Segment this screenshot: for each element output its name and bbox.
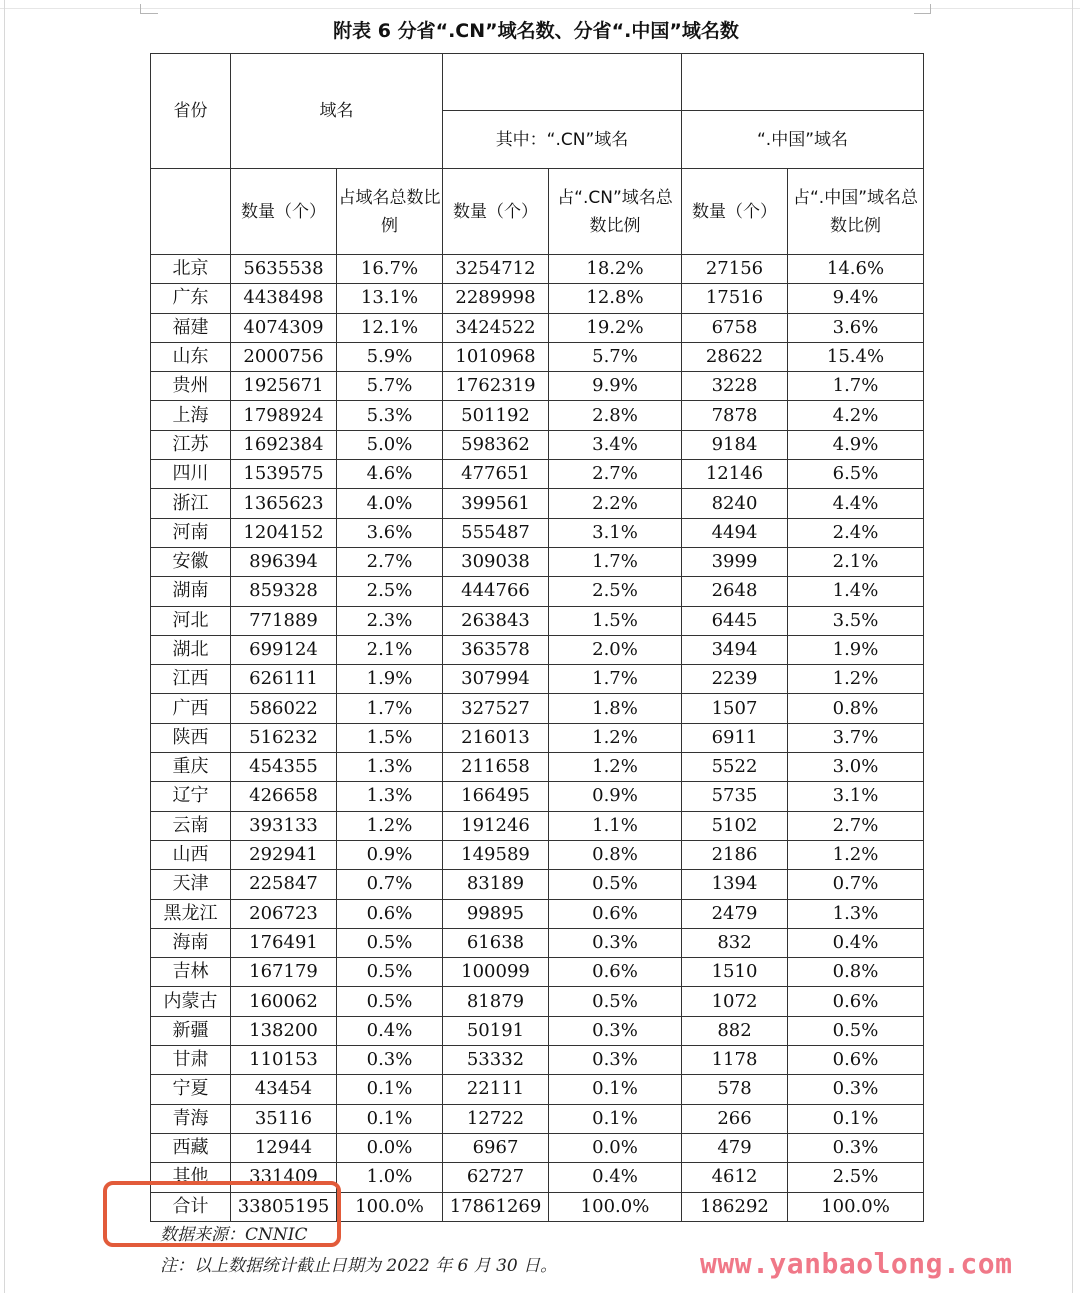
cell-cn-count: 83189 (443, 870, 549, 899)
cell-zh-share: 0.1% (788, 1104, 924, 1133)
cell-province: 北京 (151, 255, 231, 284)
cell-domain-share: 0.5% (337, 987, 443, 1016)
cell-cn-share: 0.6% (549, 899, 682, 928)
cell-province: 陕西 (151, 723, 231, 752)
cell-zh-count: 28622 (682, 342, 788, 371)
cell-zh-count: 578 (682, 1075, 788, 1104)
cell-domain-count: 5635538 (231, 255, 337, 284)
footnote: 注：以上数据统计截止日期为 2022 年 6 月 30 日。 (160, 1256, 558, 1276)
cell-zh-count: 5735 (682, 782, 788, 811)
cell-zh-share: 15.4% (788, 342, 924, 371)
cell-domain-count: 586022 (231, 694, 337, 723)
cell-zh-count: 27156 (682, 255, 788, 284)
cell-zh-share: 14.6% (788, 255, 924, 284)
cell-cn-share: 0.3% (549, 1046, 682, 1075)
cell-domain-count: 393133 (231, 811, 337, 840)
cell-domain-share: 0.7% (337, 870, 443, 899)
cell-cn-count: 6967 (443, 1133, 549, 1162)
cell-province: 海南 (151, 928, 231, 957)
cell-cn-share: 0.3% (549, 1016, 682, 1045)
cell-zh-share: 0.8% (788, 958, 924, 987)
cell-province: 宁夏 (151, 1075, 231, 1104)
cell-domain-share: 1.7% (337, 694, 443, 723)
table-row (151, 899, 924, 928)
watermark: www.yanbaolong.com (700, 1247, 1013, 1280)
table-row (151, 1075, 924, 1104)
table-row (151, 870, 924, 899)
cell-domain-count: 4074309 (231, 313, 337, 342)
cell-cn-count: 22111 (443, 1075, 549, 1104)
cell-province: 上海 (151, 401, 231, 430)
cell-domain-share: 100.0% (337, 1192, 443, 1221)
cell-cn-share: 0.3% (549, 928, 682, 957)
table-row (151, 1104, 924, 1133)
cell-zh-share: 2.5% (788, 1163, 924, 1192)
cell-cn-share: 9.9% (549, 372, 682, 401)
cell-zh-count: 266 (682, 1104, 788, 1133)
cell-zh-count: 9184 (682, 430, 788, 459)
cell-province: 吉林 (151, 958, 231, 987)
page-edge-right (1072, 0, 1073, 1293)
table-row (151, 577, 924, 606)
cell-province: 西藏 (151, 1133, 231, 1162)
page-edge-left (4, 0, 5, 1293)
cell-cn-share: 18.2% (549, 255, 682, 284)
cell-cn-count: 2289998 (443, 284, 549, 313)
cell-domain-count: 626111 (231, 665, 337, 694)
cell-zh-share: 3.7% (788, 723, 924, 752)
cell-domain-share: 16.7% (337, 255, 443, 284)
cell-domain-share: 1.2% (337, 811, 443, 840)
cell-domain-count: 331409 (231, 1163, 337, 1192)
cell-zh-count: 2648 (682, 577, 788, 606)
cell-province: 合计 (151, 1192, 231, 1221)
cell-domain-count: 4438498 (231, 284, 337, 313)
cell-cn-count: 216013 (443, 723, 549, 752)
cell-cn-count: 99895 (443, 899, 549, 928)
cell-cn-share: 2.5% (549, 577, 682, 606)
cell-cn-share: 1.1% (549, 811, 682, 840)
table-title: 附表 6 分省“.CN”域名数、分省“.中国”域名数 (333, 20, 739, 42)
cell-domain-share: 1.5% (337, 723, 443, 752)
cell-domain-share: 0.1% (337, 1075, 443, 1104)
cell-province: 贵州 (151, 372, 231, 401)
cell-province: 江苏 (151, 430, 231, 459)
cell-domain-share: 5.0% (337, 430, 443, 459)
table-row (151, 547, 924, 576)
cell-province: 天津 (151, 870, 231, 899)
cell-zh-share: 0.5% (788, 1016, 924, 1045)
cell-cn-count: 17861269 (443, 1192, 549, 1221)
cell-domain-count: 206723 (231, 899, 337, 928)
cell-cn-count: 1762319 (443, 372, 549, 401)
header-domain-share: 占域名总数比例 (337, 169, 443, 255)
cell-domain-count: 426658 (231, 782, 337, 811)
cell-domain-share: 0.6% (337, 899, 443, 928)
cell-cn-count: 3254712 (443, 255, 549, 284)
data-source: 数据来源：CNNIC (160, 1225, 308, 1245)
cell-zh-share: 3.1% (788, 782, 924, 811)
cell-zh-count: 1178 (682, 1046, 788, 1075)
cell-zh-share: 2.4% (788, 518, 924, 547)
cell-zh-share: 3.6% (788, 313, 924, 342)
cell-cn-count: 555487 (443, 518, 549, 547)
table-row (151, 987, 924, 1016)
cell-domain-count: 896394 (231, 547, 337, 576)
cell-province: 广西 (151, 694, 231, 723)
cell-cn-count: 598362 (443, 430, 549, 459)
cell-cn-count: 211658 (443, 753, 549, 782)
cell-domain-count: 1539575 (231, 460, 337, 489)
table-row (151, 928, 924, 957)
cell-zh-count: 1072 (682, 987, 788, 1016)
table-row (151, 840, 924, 869)
cell-province: 安徽 (151, 547, 231, 576)
cell-domain-share: 1.0% (337, 1163, 443, 1192)
cell-cn-share: 0.6% (549, 958, 682, 987)
cell-zh-share: 0.4% (788, 928, 924, 957)
cell-cn-count: 50191 (443, 1016, 549, 1045)
cell-zh-share: 0.3% (788, 1075, 924, 1104)
cell-province: 其他 (151, 1163, 231, 1192)
cell-zh-share: 1.3% (788, 899, 924, 928)
table-row (151, 1016, 924, 1045)
cell-cn-count: 399561 (443, 489, 549, 518)
cell-zh-share: 3.0% (788, 753, 924, 782)
cell-cn-share: 1.8% (549, 694, 682, 723)
cell-domain-share: 4.0% (337, 489, 443, 518)
cell-cn-share: 0.5% (549, 870, 682, 899)
cell-cn-count: 191246 (443, 811, 549, 840)
table-row (151, 1046, 924, 1075)
cell-domain-count: 292941 (231, 840, 337, 869)
cell-zh-share: 0.7% (788, 870, 924, 899)
cell-zh-share: 0.6% (788, 1046, 924, 1075)
header-zh-group: “.中国”域名 (682, 111, 924, 169)
cell-domain-count: 771889 (231, 606, 337, 635)
cell-cn-count: 166495 (443, 782, 549, 811)
table-row (151, 694, 924, 723)
cell-domain-count: 43454 (231, 1075, 337, 1104)
cell-province: 河北 (151, 606, 231, 635)
cell-cn-share: 0.4% (549, 1163, 682, 1192)
table-row (151, 255, 924, 284)
cell-domain-count: 110153 (231, 1046, 337, 1075)
cell-cn-share: 0.1% (549, 1104, 682, 1133)
cell-domain-share: 4.6% (337, 460, 443, 489)
cell-cn-share: 0.5% (549, 987, 682, 1016)
cell-province: 四川 (151, 460, 231, 489)
cell-zh-count: 1394 (682, 870, 788, 899)
cell-domain-count: 1365623 (231, 489, 337, 518)
cell-domain-count: 167179 (231, 958, 337, 987)
cell-zh-share: 0.6% (788, 987, 924, 1016)
cell-cn-share: 2.8% (549, 401, 682, 430)
cell-domain-share: 5.7% (337, 372, 443, 401)
header-domain: 域名 (231, 54, 443, 169)
cell-domain-count: 1204152 (231, 518, 337, 547)
cell-cn-share: 1.2% (549, 723, 682, 752)
cell-province: 重庆 (151, 753, 231, 782)
cell-zh-share: 1.2% (788, 840, 924, 869)
cell-cn-count: 81879 (443, 987, 549, 1016)
cell-domain-share: 2.3% (337, 606, 443, 635)
cell-cn-share: 1.2% (549, 753, 682, 782)
cell-province: 内蒙古 (151, 987, 231, 1016)
cell-domain-share: 1.3% (337, 782, 443, 811)
cell-zh-share: 0.3% (788, 1133, 924, 1162)
cell-cn-count: 100099 (443, 958, 549, 987)
table-row (151, 811, 924, 840)
cell-zh-count: 3494 (682, 635, 788, 664)
cell-province: 山东 (151, 342, 231, 371)
cell-cn-share: 5.7% (549, 342, 682, 371)
cell-province: 青海 (151, 1104, 231, 1133)
cell-province: 甘肃 (151, 1046, 231, 1075)
cell-zh-count: 882 (682, 1016, 788, 1045)
cell-cn-count: 501192 (443, 401, 549, 430)
cell-domain-share: 0.3% (337, 1046, 443, 1075)
cell-zh-share: 1.4% (788, 577, 924, 606)
cell-cn-count: 149589 (443, 840, 549, 869)
cell-zh-count: 479 (682, 1133, 788, 1162)
cell-zh-count: 186292 (682, 1192, 788, 1221)
cell-cn-share: 3.1% (549, 518, 682, 547)
cell-cn-share: 2.0% (549, 635, 682, 664)
cell-province: 福建 (151, 313, 231, 342)
cell-domain-share: 1.9% (337, 665, 443, 694)
cell-cn-count: 307994 (443, 665, 549, 694)
cell-domain-share: 0.4% (337, 1016, 443, 1045)
cell-zh-share: 4.9% (788, 430, 924, 459)
cell-cn-count: 61638 (443, 928, 549, 957)
cell-domain-share: 5.9% (337, 342, 443, 371)
cell-domain-share: 2.7% (337, 547, 443, 576)
cell-zh-count: 12146 (682, 460, 788, 489)
cell-zh-share: 0.8% (788, 694, 924, 723)
domain-table (150, 53, 924, 1222)
cell-province: 黑龙江 (151, 899, 231, 928)
cell-domain-share: 3.6% (337, 518, 443, 547)
cell-zh-count: 832 (682, 928, 788, 957)
cell-zh-share: 1.9% (788, 635, 924, 664)
cell-cn-share: 0.0% (549, 1133, 682, 1162)
cell-cn-count: 477651 (443, 460, 549, 489)
table-row (151, 342, 924, 371)
cell-zh-share: 2.1% (788, 547, 924, 576)
cell-domain-count: 1925671 (231, 372, 337, 401)
table-row (151, 606, 924, 635)
cell-zh-share: 100.0% (788, 1192, 924, 1221)
cell-domain-count: 160062 (231, 987, 337, 1016)
cell-cn-share: 100.0% (549, 1192, 682, 1221)
cell-province: 新疆 (151, 1016, 231, 1045)
cell-zh-count: 6758 (682, 313, 788, 342)
table-row (151, 313, 924, 342)
cell-domain-share: 5.3% (337, 401, 443, 430)
cell-zh-count: 3999 (682, 547, 788, 576)
page-edge-top (0, 8, 1080, 9)
cell-zh-count: 8240 (682, 489, 788, 518)
cell-domain-count: 516232 (231, 723, 337, 752)
cell-cn-share: 3.4% (549, 430, 682, 459)
cell-cn-share: 19.2% (549, 313, 682, 342)
cell-zh-count: 2186 (682, 840, 788, 869)
cell-domain-count: 2000756 (231, 342, 337, 371)
cell-province: 河南 (151, 518, 231, 547)
table-row (151, 284, 924, 313)
cell-province: 云南 (151, 811, 231, 840)
table-row (151, 782, 924, 811)
table-row (151, 518, 924, 547)
cell-province: 浙江 (151, 489, 231, 518)
cell-cn-count: 309038 (443, 547, 549, 576)
cell-zh-share: 1.2% (788, 665, 924, 694)
cell-domain-share: 2.5% (337, 577, 443, 606)
cell-zh-count: 7878 (682, 401, 788, 430)
cell-zh-share: 1.7% (788, 372, 924, 401)
header-cn-top (443, 54, 682, 111)
cell-domain-share: 0.5% (337, 958, 443, 987)
cell-province: 广东 (151, 284, 231, 313)
cell-cn-count: 1010968 (443, 342, 549, 371)
table-row (151, 430, 924, 459)
cell-cn-share: 0.9% (549, 782, 682, 811)
cell-domain-count: 1692384 (231, 430, 337, 459)
cell-cn-share: 2.2% (549, 489, 682, 518)
table-row (151, 460, 924, 489)
cell-cn-count: 62727 (443, 1163, 549, 1192)
cell-cn-share: 1.7% (549, 547, 682, 576)
cell-zh-count: 2239 (682, 665, 788, 694)
cell-zh-count: 1510 (682, 958, 788, 987)
cell-domain-count: 33805195 (231, 1192, 337, 1221)
cell-domain-share: 13.1% (337, 284, 443, 313)
cell-cn-count: 12722 (443, 1104, 549, 1133)
cell-domain-count: 176491 (231, 928, 337, 957)
cell-zh-share: 4.2% (788, 401, 924, 430)
cell-cn-share: 12.8% (549, 284, 682, 313)
cell-zh-share: 4.4% (788, 489, 924, 518)
table-row (151, 489, 924, 518)
cell-domain-share: 0.5% (337, 928, 443, 957)
cell-domain-count: 12944 (231, 1133, 337, 1162)
cell-domain-share: 12.1% (337, 313, 443, 342)
header-zh-share: 占“.中国”域名总数比例 (788, 169, 924, 255)
cell-domain-count: 859328 (231, 577, 337, 606)
cell-zh-count: 4612 (682, 1163, 788, 1192)
cell-cn-count: 3424522 (443, 313, 549, 342)
cell-cn-count: 53332 (443, 1046, 549, 1075)
cell-domain-count: 454355 (231, 753, 337, 782)
table-row (151, 665, 924, 694)
cell-province: 辽宁 (151, 782, 231, 811)
cell-cn-share: 1.7% (549, 665, 682, 694)
cell-cn-share: 1.5% (549, 606, 682, 635)
cell-zh-count: 1507 (682, 694, 788, 723)
header-zh-count: 数量（个） (682, 169, 788, 255)
crop-mark (914, 13, 931, 14)
cell-zh-count: 3228 (682, 372, 788, 401)
cell-zh-count: 5102 (682, 811, 788, 840)
cell-zh-count: 4494 (682, 518, 788, 547)
table-row (151, 401, 924, 430)
header-cn-group: 其中：“.CN”域名 (443, 111, 682, 169)
cell-zh-share: 3.5% (788, 606, 924, 635)
cell-cn-share: 2.7% (549, 460, 682, 489)
cell-domain-share: 1.3% (337, 753, 443, 782)
cell-zh-share: 9.4% (788, 284, 924, 313)
header-province-spacer (151, 169, 231, 255)
cell-cn-share: 0.8% (549, 840, 682, 869)
cell-domain-share: 0.1% (337, 1104, 443, 1133)
cell-cn-count: 363578 (443, 635, 549, 664)
cell-domain-count: 35116 (231, 1104, 337, 1133)
table-row (151, 1133, 924, 1162)
cell-province: 江西 (151, 665, 231, 694)
cell-zh-share: 2.7% (788, 811, 924, 840)
table-row (151, 372, 924, 401)
cell-zh-count: 2479 (682, 899, 788, 928)
header-cn-count: 数量（个） (443, 169, 549, 255)
header-zh-top (682, 54, 924, 111)
cell-zh-count: 17516 (682, 284, 788, 313)
header-domain-count: 数量（个） (231, 169, 337, 255)
header-cn-share: 占“.CN”域名总数比例 (549, 169, 682, 255)
cell-domain-count: 138200 (231, 1016, 337, 1045)
cell-zh-count: 6445 (682, 606, 788, 635)
cell-zh-count: 6911 (682, 723, 788, 752)
cell-cn-share: 0.1% (549, 1075, 682, 1104)
cell-domain-share: 0.0% (337, 1133, 443, 1162)
cell-cn-count: 327527 (443, 694, 549, 723)
cell-domain-count: 1798924 (231, 401, 337, 430)
cell-domain-count: 699124 (231, 635, 337, 664)
cell-domain-share: 2.1% (337, 635, 443, 664)
cell-zh-count: 5522 (682, 753, 788, 782)
highlight-box (103, 1181, 341, 1247)
cell-cn-count: 444766 (443, 577, 549, 606)
cell-province: 湖南 (151, 577, 231, 606)
table-row (151, 635, 924, 664)
cell-zh-share: 6.5% (788, 460, 924, 489)
table-row (151, 753, 924, 782)
crop-mark (140, 13, 158, 14)
table-row (151, 958, 924, 987)
cell-domain-share: 0.9% (337, 840, 443, 869)
cell-cn-count: 263843 (443, 606, 549, 635)
cell-domain-count: 225847 (231, 870, 337, 899)
cell-province: 山西 (151, 840, 231, 869)
cell-province: 湖北 (151, 635, 231, 664)
table-row (151, 723, 924, 752)
header-province: 省份 (151, 54, 231, 169)
